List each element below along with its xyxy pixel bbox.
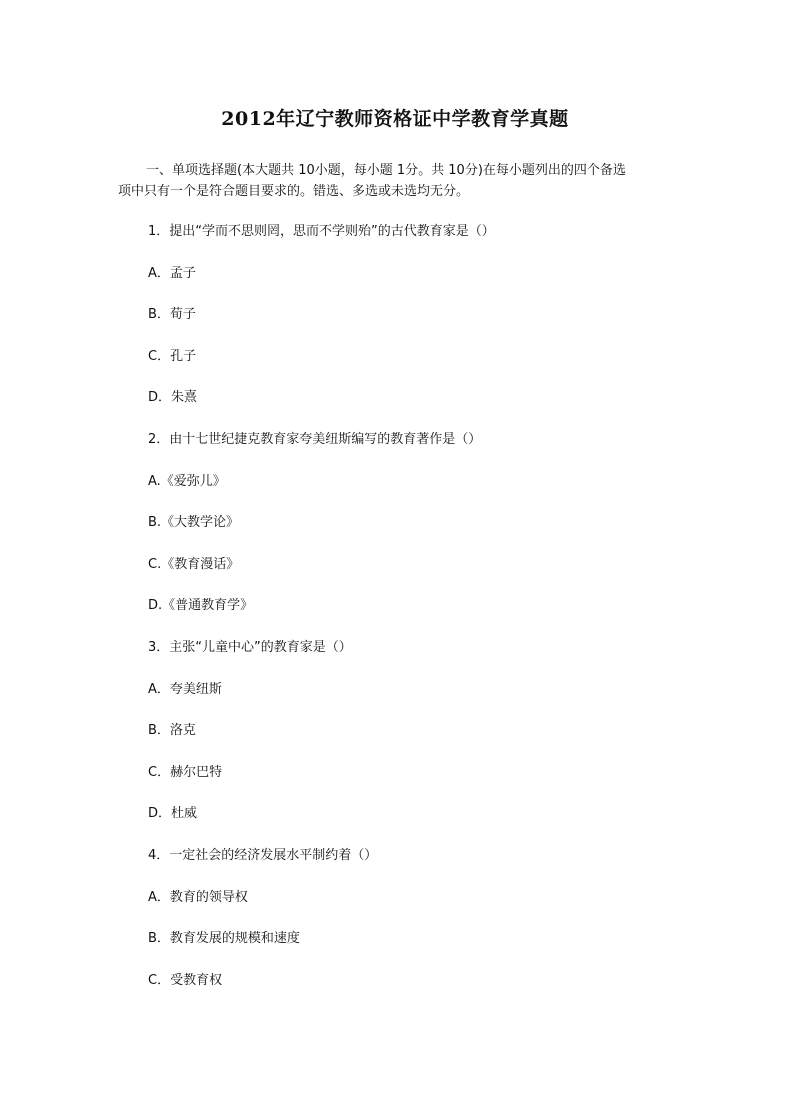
question-4: 4．一定社会的经济发展水平制约着（） <box>148 848 378 863</box>
question-2-option-c: C.《教育漫话》 <box>148 557 240 572</box>
question-2-option-b: B.《大教学论》 <box>148 515 240 530</box>
question-2-option-a: A.《爱弥儿》 <box>148 474 226 489</box>
question-1-option-d: D．朱熹 <box>148 390 198 405</box>
question-3-option-d: D．杜威 <box>148 806 198 821</box>
question-1: 1．提出“学而不思则罔，思而不学则殆”的古代教育家是（） <box>148 224 495 239</box>
question-4-option-b: B．教育发展的规模和速度 <box>148 931 300 946</box>
question-4-option-c: C．受教育权 <box>148 973 223 988</box>
question-1-option-c: C．孔子 <box>148 349 197 364</box>
instructions-line-1: 一、单项选择题(本大题共 10小题，每小题 1分。共 10分)在每小题列出的四个备选 <box>146 163 626 178</box>
section-instructions <box>118 160 678 202</box>
question-1-option-a: A．孟子 <box>148 266 196 281</box>
question-2-option-d: D.《普通教育学》 <box>148 598 254 613</box>
question-1-option-b: B．荀子 <box>148 307 196 322</box>
question-3: 3．主张“儿童中心”的教育家是（） <box>148 640 352 655</box>
question-3-option-a: A．夸美纽斯 <box>148 682 222 697</box>
question-4-option-a: A．教育的领导权 <box>148 890 248 905</box>
question-3-option-c: C．赫尔巴特 <box>148 765 223 780</box>
question-2: 2．由十七世纪捷克教育家夸美纽斯编写的教育著作是（） <box>148 432 482 447</box>
question-3-option-b: B．洛克 <box>148 723 196 738</box>
document-title: 2012年辽宁教师资格证中学教育学真题 <box>221 108 569 130</box>
instructions-line-2: 项中只有一个是符合题目要求的。错选、多选或未选均无分。 <box>118 184 470 199</box>
